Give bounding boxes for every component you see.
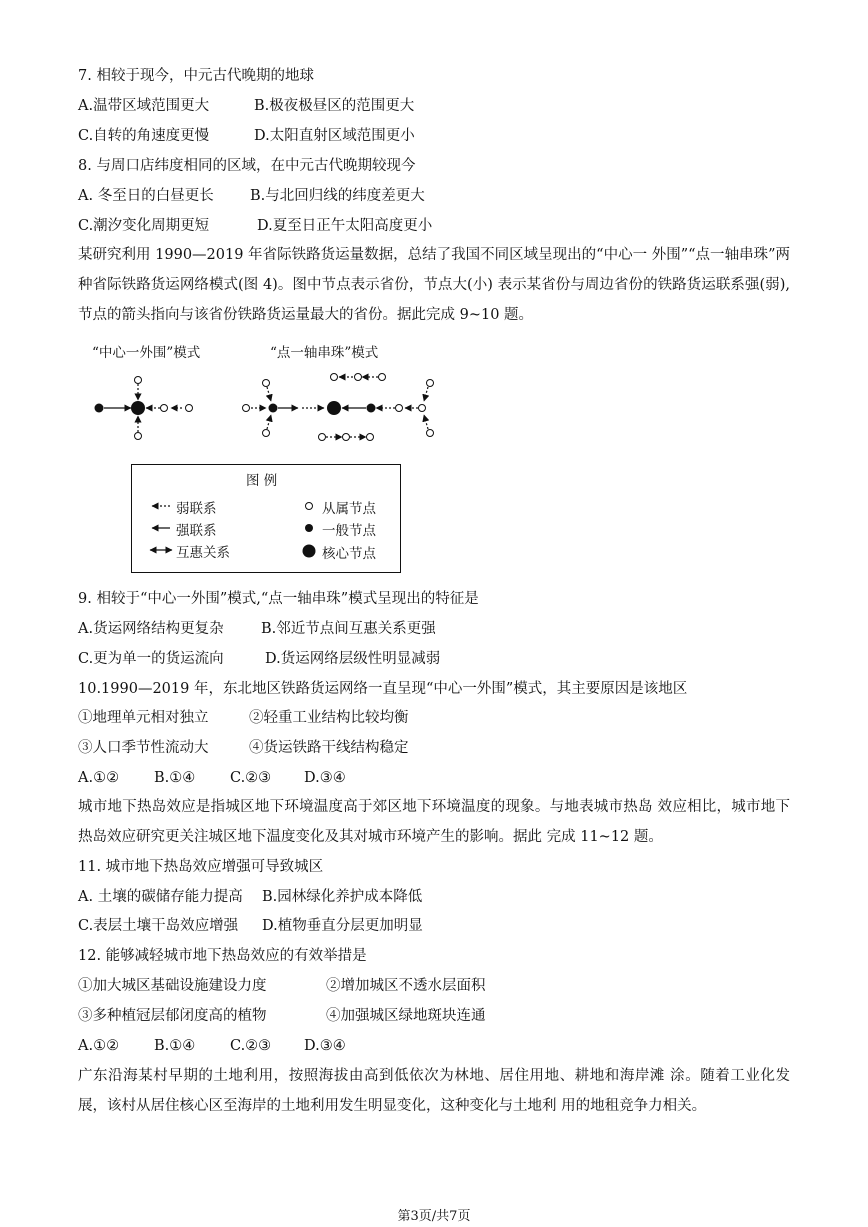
q12-option-c: C.②③ xyxy=(230,1038,272,1054)
q8-option-d: D.夏至日正午太阳高度更小 xyxy=(257,218,433,234)
q12-item-4: ④加强城区绿地斑块连通 xyxy=(326,1008,486,1024)
diagram-title-point-axis: “点一轴串珠”模式 xyxy=(270,345,379,361)
q10-item-2: ②轻重工业结构比较均衡 xyxy=(249,710,409,726)
q8-option-c: C.潮汐变化周期更短 xyxy=(78,218,210,234)
q11-option-b: B.园林绿化养护成本降低 xyxy=(262,889,423,905)
q11-option-c: C.表层土壤干岛效应增强 xyxy=(78,918,239,934)
q12-item-2: ②增加城区不透水层面积 xyxy=(326,978,486,994)
q7-option-c: C.自转的角速度更慢 xyxy=(78,128,210,144)
q10-stem: 10.1990—2019 年，东北地区铁路货运网络一直呈现“中心一外围”模式，其主要原因是该地区 xyxy=(78,681,688,697)
q10-option-c: C.②③ xyxy=(230,770,272,786)
q10-option-b: B.①④ xyxy=(154,770,196,786)
q7-option-b: B.极夜极昼区的范围更大 xyxy=(254,98,415,114)
legend-subordinate-node: 从属节点 xyxy=(322,501,376,517)
q8-stem: 8. 与周口店纬度相同的区域，在中元古代晚期较现今 xyxy=(78,158,416,174)
q12-item-3: ③多种植冠层郁闭度高的植物 xyxy=(78,1008,267,1024)
q11-stem: 11. 城市地下热岛效应增强可导致城区 xyxy=(78,859,324,875)
q10-option-d: D.③④ xyxy=(304,770,346,786)
q12-option-d: D.③④ xyxy=(304,1038,346,1054)
diagram-title-core-periphery: “中心一外围”模式 xyxy=(92,345,201,361)
legend-mutual-link: 互惠关系 xyxy=(176,545,230,561)
legend-core-node: 核心节点 xyxy=(322,546,376,562)
q9-stem: 9. 相较于“中心一外围”模式,“点一轴串珠”模式呈现出的特征是 xyxy=(78,591,479,607)
legend-strong-link: 强联系 xyxy=(176,523,217,539)
q12-stem: 12. 能够减轻城市地下热岛效应的有效举措是 xyxy=(78,948,367,964)
passage-rail: 某研究利用 1990—2019 年省际铁路货运量数据，总结了我国不同区域呈现出的“中心一 外围”“点一轴串珠”两种省际铁路货运网络模式(图 4)。图中节点表示省份，节点大(小) 表示某省份与周边省份的铁路货运联系强(弱),节点的箭头指向与该省份铁路货运量最大的省份。据此完成 9~10 题。 xyxy=(78,247,790,323)
q12-option-a: A.①② xyxy=(78,1038,120,1054)
q9-option-b: B.邻近节点间互惠关系更强 xyxy=(261,621,436,637)
q11-option-a: A. 土壤的碳储存能力提高 xyxy=(78,889,243,905)
q7-stem: 7. 相较于现今，中元古代晚期的地球 xyxy=(78,68,314,84)
q12-option-b: B.①④ xyxy=(154,1038,196,1054)
q10-option-a: A.①② xyxy=(78,770,120,786)
q7-option-a: A.温带区域范围更大 xyxy=(78,98,210,114)
legend-title: 图 例 xyxy=(246,473,278,489)
legend-weak-link: 弱联系 xyxy=(176,501,217,517)
q8-option-a: A. 冬至日的白昼更长 xyxy=(78,188,214,204)
q10-item-1: ①地理单元相对独立 xyxy=(78,710,209,726)
passage-land-use: 广东沿海某村早期的土地利用，按照海拔由高到低依次为林地、居住用地、耕地和海岸滩 涂。随着工业化发展，该村从居住核心区至海岸的土地利用发生明显变化，这种变化与土地利 用的地租竞争力相关。 xyxy=(78,1068,790,1114)
passage-heat-island: 城市地下热岛效应是指城区地下环境温度高于郊区地下环境温度的现象。与地表城市热岛 效应相比，城市地下热岛效应研究更关注城区地下温度变化及其对城市环境产生的影响。据此 完成 11~12 题。 xyxy=(78,799,790,845)
q10-item-3: ③人口季节性流动大 xyxy=(78,740,209,756)
q9-option-c: C.更为单一的货运流向 xyxy=(78,651,224,667)
q7-option-d: D.太阳直射区域范围更小 xyxy=(254,128,415,144)
q10-item-4: ④货运铁路干线结构稳定 xyxy=(249,740,409,756)
page-number: 第3页/共7页 xyxy=(397,1209,471,1224)
q9-option-a: A.货运网络结构更复杂 xyxy=(78,621,224,637)
q11-option-d: D.植物垂直分层更加明显 xyxy=(262,918,423,934)
legend-general-node: 一般节点 xyxy=(322,523,376,539)
q9-option-d: D.货运网络层级性明显减弱 xyxy=(265,651,441,667)
q8-option-b: B.与北回归线的纬度差更大 xyxy=(250,188,425,204)
q12-item-1: ①加大城区基础设施建设力度 xyxy=(78,978,267,994)
